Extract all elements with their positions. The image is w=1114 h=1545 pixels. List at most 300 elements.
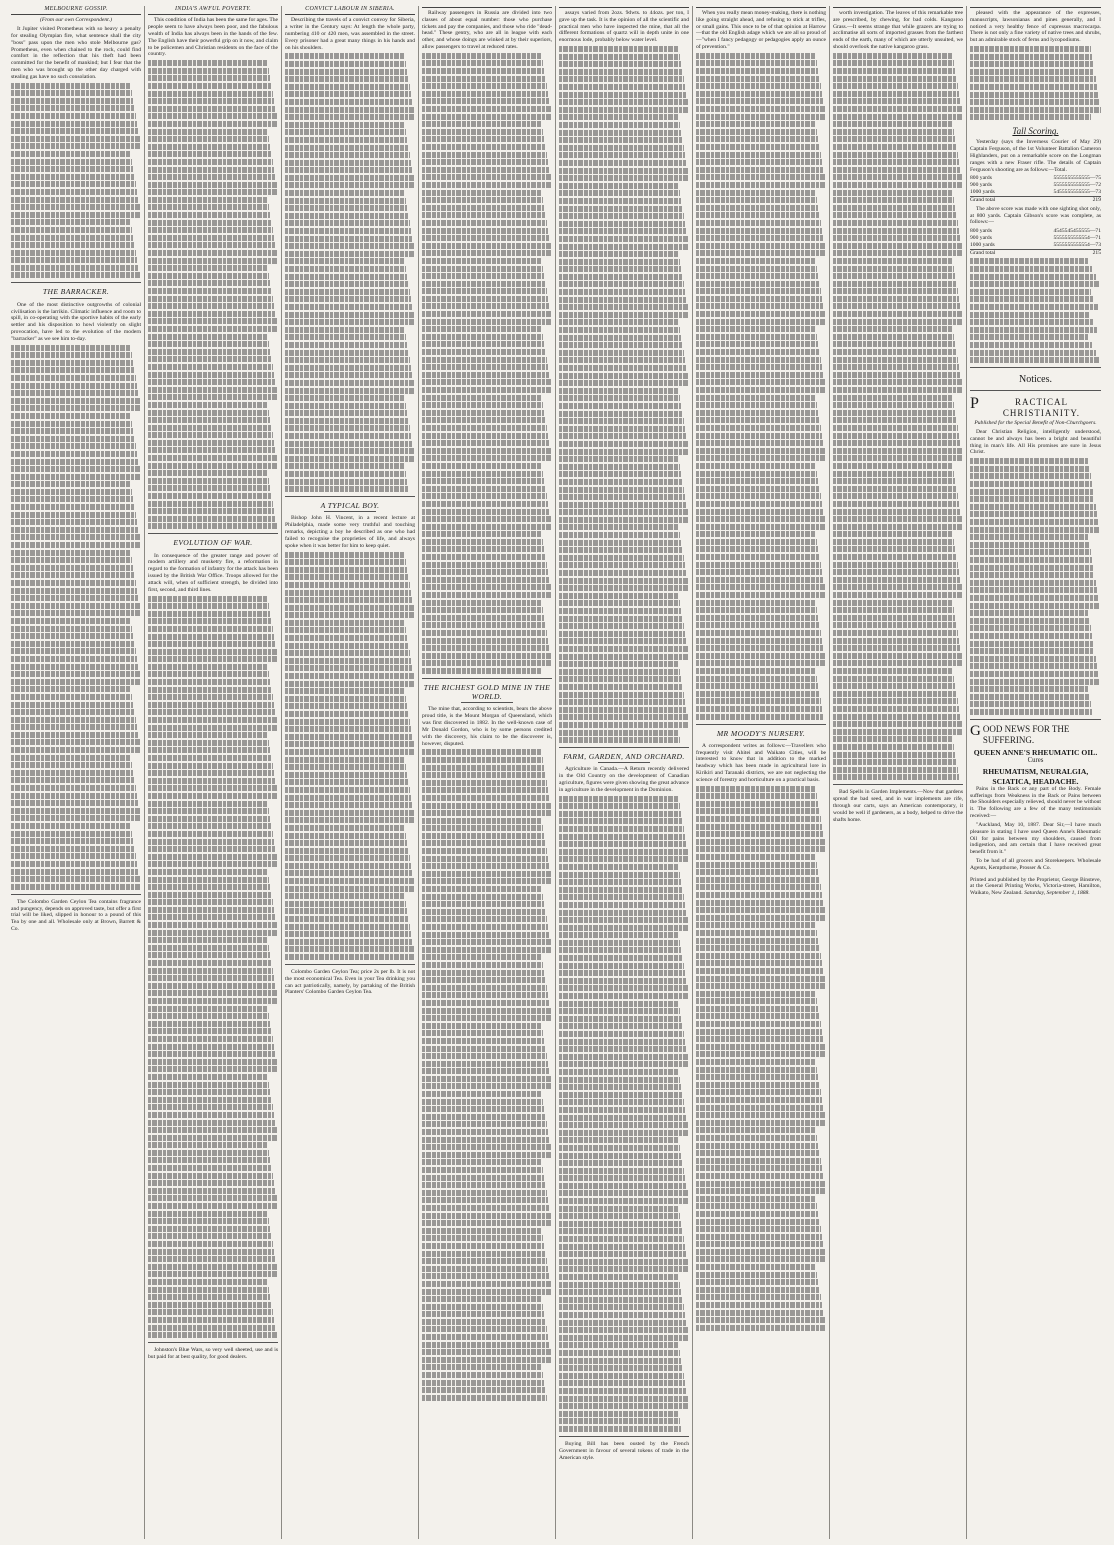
text-line <box>11 250 136 256</box>
text-line <box>970 350 1096 356</box>
text-line <box>148 747 270 753</box>
text-line <box>970 701 1091 707</box>
text-line <box>559 1039 685 1045</box>
text-line <box>422 909 546 915</box>
text-line <box>696 1256 826 1262</box>
article-paragraph: A correspondent writes as follows:—Travellers who frequently visit Ahitei and Waikato Cities, will be interested to know that in addition to the marked headway which has been made in agricultural lore in Kirikiri and Taranaki districts, we are not neglecting the science of forestry and horticulture on a practical basis. <box>696 742 826 783</box>
text-line <box>148 1294 270 1300</box>
headline-rule <box>461 702 513 703</box>
text-line <box>696 197 817 203</box>
text-line <box>559 1282 680 1288</box>
text-line <box>285 590 411 596</box>
text-line <box>285 946 414 952</box>
text-line <box>970 633 1092 639</box>
text-line <box>422 501 548 507</box>
drop-cap: P <box>970 395 980 413</box>
text-line <box>422 810 552 816</box>
text-line <box>422 1030 543 1036</box>
text-line <box>559 99 688 105</box>
text-line <box>833 554 957 560</box>
text-line <box>148 455 277 461</box>
text-line <box>11 383 137 389</box>
text-line <box>559 357 685 363</box>
text-line <box>422 212 546 218</box>
text-line <box>11 219 131 225</box>
text-line <box>833 744 954 750</box>
text-line <box>422 91 548 97</box>
text-line <box>696 968 823 974</box>
text-line <box>970 46 1091 52</box>
text-line <box>559 281 684 287</box>
text-line <box>148 1066 278 1072</box>
text-line <box>148 60 268 66</box>
text-line <box>696 53 816 59</box>
text-line <box>422 1137 549 1143</box>
text-line <box>559 1198 689 1204</box>
text-line <box>833 562 958 568</box>
text-line <box>696 831 823 837</box>
text-line <box>148 1309 273 1315</box>
text-line <box>422 425 547 431</box>
text-line <box>696 554 820 560</box>
text-line <box>696 1203 817 1209</box>
text-line <box>285 552 405 558</box>
text-line <box>833 577 960 583</box>
text-line <box>559 1342 679 1348</box>
text-line <box>970 481 1092 487</box>
article-paragraph: Railway passengers in Russia are divided into two classes of about equal number: those who purchase tickets and pay the companies, and those who ride "dead-head." These gentry, who are all in league with each other, and whose doings are winked at by their superiors, allow passengers to travel at reduced rates. <box>422 10 552 51</box>
text-line <box>11 755 131 761</box>
text-line <box>285 627 406 633</box>
text-line <box>559 350 684 356</box>
text-line <box>970 99 1100 105</box>
text-line <box>422 266 543 272</box>
text-line <box>696 152 821 158</box>
text-line <box>422 803 551 809</box>
text-line <box>422 60 543 66</box>
text-line <box>559 456 679 462</box>
score-total-row <box>970 196 1101 203</box>
section-divider <box>285 496 415 497</box>
text-line <box>559 502 686 508</box>
article-paragraph: In consequence of the greater range and power of modern artillery and musketry fire, a reformation in regard to the formation of infantry for the attack has been issued by the British War Office. Troops allowed for the attack will, when of sufficient strength, be divided into first, second, and third lines. <box>148 552 278 593</box>
text-line <box>285 281 409 287</box>
score-total-label: Grand total <box>970 196 1016 203</box>
text-line <box>422 1053 547 1059</box>
text-line <box>833 600 953 606</box>
text-line <box>285 425 410 431</box>
text-line <box>11 136 140 142</box>
text-line <box>422 1342 549 1348</box>
text-line <box>559 69 683 75</box>
text-line <box>970 511 1097 517</box>
text-line <box>148 1317 274 1323</box>
text-line <box>559 145 684 151</box>
article-paragraph: When you really mean money-making, there is nothing like going straight ahead, and refusing to stick at trifles, or small gains. This once to be of that opinion at Harrow—that the old English adage which we are all so proud of—"when I fancy pedagogy or pedagogies apply an ounce of prevention." <box>696 10 826 51</box>
text-line <box>148 432 273 438</box>
headline-rule <box>598 762 650 763</box>
text-line <box>696 106 825 112</box>
text-line <box>696 1310 823 1316</box>
text-line <box>148 816 270 822</box>
text-line <box>148 440 274 446</box>
text-line <box>970 84 1097 90</box>
text-line <box>559 1115 686 1121</box>
text-line <box>148 1006 268 1012</box>
article-headline: MR MOODY'S NURSERY. <box>716 728 806 738</box>
text-line <box>148 770 274 776</box>
text-line <box>285 673 414 679</box>
text-line <box>559 1320 686 1326</box>
text-line <box>422 878 552 884</box>
text-line <box>148 717 277 723</box>
text-line <box>833 159 959 165</box>
text-line <box>970 557 1092 563</box>
text-line <box>696 816 821 822</box>
text-line <box>422 546 544 552</box>
text-line <box>285 840 407 846</box>
text-line <box>422 288 547 294</box>
text-line <box>11 466 140 472</box>
text-line <box>422 524 552 530</box>
text-line <box>11 618 131 624</box>
text-line <box>559 1183 686 1189</box>
text-line <box>559 251 679 257</box>
score-row <box>970 175 1101 182</box>
headline-rule <box>324 511 376 512</box>
text-line <box>422 1228 542 1234</box>
text-line <box>11 519 137 525</box>
text-line <box>11 557 132 563</box>
text-line <box>696 341 818 347</box>
text-line <box>696 1051 826 1057</box>
text-line <box>422 357 547 363</box>
text-line <box>148 1271 278 1277</box>
text-line <box>422 341 544 347</box>
text-line <box>970 686 1088 692</box>
text-line <box>970 595 1098 601</box>
text-line <box>148 998 278 1004</box>
text-line <box>148 220 272 226</box>
text-line <box>422 106 551 112</box>
text-line <box>559 887 683 893</box>
text-line <box>696 945 820 951</box>
text-line <box>696 714 823 720</box>
text-line <box>11 777 135 783</box>
text-line <box>696 281 820 287</box>
text-line <box>970 296 1094 302</box>
text-line <box>833 341 955 347</box>
practical-christianity-title <box>970 397 1101 419</box>
text-line <box>970 473 1091 479</box>
text-line <box>11 345 131 351</box>
text-line <box>422 607 543 613</box>
text-line <box>148 1287 269 1293</box>
text-line <box>422 622 546 628</box>
text-line <box>696 182 826 188</box>
text-line <box>148 945 269 951</box>
text-line <box>148 311 275 317</box>
advertisement-text: Buying Bill has been ousted by the French Government in favour of several tokens of trade in the American style. <box>559 1440 689 1461</box>
text-line <box>833 197 954 203</box>
text-line <box>970 663 1097 669</box>
text-line <box>285 855 410 861</box>
text-line <box>559 1373 684 1379</box>
text-line <box>696 584 825 590</box>
text-line <box>559 669 680 675</box>
section-divider <box>696 724 826 725</box>
text-line <box>559 1084 681 1090</box>
text-line <box>696 846 826 852</box>
text-line <box>559 547 683 553</box>
text-line <box>11 694 132 700</box>
text-line <box>148 983 275 989</box>
text-line <box>148 1127 277 1133</box>
text-line <box>559 638 686 644</box>
text-line <box>11 671 140 677</box>
text-line <box>11 534 140 540</box>
text-line <box>833 486 957 492</box>
text-line <box>422 1159 542 1165</box>
text-line <box>285 372 412 378</box>
text-line <box>559 388 679 394</box>
text-line <box>696 1196 816 1202</box>
text-line <box>833 220 958 226</box>
text-line <box>148 709 275 715</box>
text-line <box>148 1104 273 1110</box>
text-line <box>970 107 1101 113</box>
text-line <box>559 206 683 212</box>
text-line <box>422 98 549 104</box>
text-line <box>559 1297 683 1303</box>
text-line <box>559 849 688 855</box>
text-line <box>422 1182 546 1188</box>
text-line <box>148 1203 278 1209</box>
text-line <box>285 749 415 755</box>
text-line <box>148 907 274 913</box>
text-line <box>696 273 818 279</box>
text-line <box>833 455 963 461</box>
text-line <box>285 787 410 793</box>
text-line <box>422 509 549 515</box>
text-line <box>285 696 406 702</box>
text-line <box>11 656 137 662</box>
text-line <box>285 289 410 295</box>
text-line <box>11 242 135 248</box>
text-line <box>833 569 959 575</box>
text-line <box>285 817 415 823</box>
text-line <box>422 258 542 264</box>
text-line <box>970 519 1098 525</box>
text-line <box>148 922 277 928</box>
text-line <box>422 840 546 846</box>
text-line <box>559 312 689 318</box>
text-line <box>422 1121 547 1127</box>
text-line <box>148 1036 273 1042</box>
text-line <box>285 190 405 196</box>
text-line <box>11 128 138 134</box>
text-line <box>696 114 826 120</box>
column-2 <box>145 6 282 1539</box>
text-line <box>11 702 133 708</box>
text-line <box>696 387 826 393</box>
text-line <box>559 1396 688 1402</box>
text-line <box>970 342 1092 348</box>
text-line <box>148 463 278 469</box>
section-divider <box>559 1436 689 1437</box>
text-line <box>285 274 407 280</box>
text-line <box>833 281 957 287</box>
text-line <box>559 1069 679 1075</box>
text-line <box>559 1251 686 1257</box>
text-line <box>696 839 825 845</box>
text-line <box>696 668 816 674</box>
text-line <box>285 703 407 709</box>
text-line <box>696 1287 820 1293</box>
text-line <box>559 1358 681 1364</box>
text-line <box>148 1211 268 1217</box>
text-line <box>833 53 953 59</box>
text-line <box>422 152 547 158</box>
text-line <box>696 1325 826 1331</box>
text-line <box>148 603 269 609</box>
text-line <box>833 60 954 66</box>
text-line <box>970 648 1094 654</box>
running-head: MELBOURNE GOSSIP. <box>11 6 141 15</box>
text-line <box>696 471 817 477</box>
text-line <box>148 1218 269 1224</box>
ad-cures-label: Cures <box>1027 757 1044 765</box>
text-line <box>696 1241 823 1247</box>
text-line <box>11 512 136 518</box>
text-line <box>422 848 547 854</box>
text-line <box>148 394 278 400</box>
text-line <box>148 1325 275 1331</box>
text-line <box>559 1077 680 1083</box>
text-line <box>696 1013 820 1019</box>
text-line <box>148 159 273 165</box>
article-headline: A TYPICAL BOY. <box>320 501 380 511</box>
text-line <box>422 1213 551 1219</box>
text-line <box>422 486 546 492</box>
text-line <box>559 130 681 136</box>
text-line <box>559 917 688 923</box>
text-line <box>285 243 414 249</box>
text-line <box>285 84 410 90</box>
section-divider <box>833 784 963 785</box>
text-line <box>833 288 958 294</box>
text-line <box>833 509 960 515</box>
text-line <box>285 612 415 618</box>
text-line <box>422 765 544 771</box>
text-line <box>422 1197 548 1203</box>
text-line <box>970 319 1093 325</box>
text-line <box>11 121 137 127</box>
text-line <box>559 1228 683 1234</box>
text-line <box>422 303 549 309</box>
text-line <box>696 159 822 165</box>
text-line <box>833 698 958 704</box>
text-line <box>559 190 680 196</box>
text-line <box>148 755 272 761</box>
text-line <box>559 910 686 916</box>
text-line <box>559 978 686 984</box>
text-line <box>422 645 549 651</box>
text-line <box>148 1028 272 1034</box>
text-line <box>148 1195 277 1201</box>
tall-scoring-headline: Tall Scoring. <box>1012 126 1059 137</box>
text-line <box>833 660 963 666</box>
text-line <box>696 463 816 469</box>
text-line <box>696 1158 821 1164</box>
text-line <box>148 167 274 173</box>
text-line <box>559 92 686 98</box>
text-line <box>559 122 680 128</box>
section-divider <box>11 894 141 895</box>
text-line <box>11 686 131 692</box>
text-line <box>559 1327 688 1333</box>
text-line <box>833 471 954 477</box>
text-line <box>833 129 954 135</box>
headline-rule <box>735 739 787 740</box>
text-line <box>422 1099 543 1105</box>
score-total-value: 215 <box>1016 249 1101 256</box>
text-line <box>148 493 272 499</box>
text-line <box>422 235 549 241</box>
text-line <box>422 924 548 930</box>
text-line <box>11 481 131 487</box>
text-line <box>833 83 958 89</box>
text-line <box>833 714 960 720</box>
text-line <box>285 213 409 219</box>
text-line <box>148 1021 270 1027</box>
text-line <box>696 531 816 537</box>
text-line <box>696 121 816 127</box>
text-line <box>970 527 1100 533</box>
text-line <box>422 1273 549 1279</box>
text-line <box>422 1372 543 1378</box>
text-line <box>148 447 275 453</box>
text-line <box>696 144 820 150</box>
text-line <box>285 403 406 409</box>
text-line <box>833 592 963 598</box>
text-line <box>148 372 274 378</box>
text-line <box>833 258 953 264</box>
text-line <box>696 524 826 530</box>
text-line <box>422 833 544 839</box>
text-line <box>285 757 405 763</box>
text-line <box>148 478 269 484</box>
text-line <box>422 1046 546 1052</box>
text-line <box>148 702 274 708</box>
text-line <box>285 380 414 386</box>
text-line <box>11 800 138 806</box>
text-line <box>422 53 542 59</box>
text-line <box>148 1241 273 1247</box>
text-line <box>11 197 138 203</box>
text-line <box>11 143 141 149</box>
text-line <box>11 762 132 768</box>
text-line <box>148 801 268 807</box>
text-line <box>559 894 684 900</box>
text-line <box>559 304 688 310</box>
text-line <box>559 714 688 720</box>
text-line <box>833 76 957 82</box>
text-line <box>833 615 955 621</box>
text-line <box>422 1281 551 1287</box>
text-line <box>833 91 959 97</box>
text-line <box>970 458 1088 464</box>
